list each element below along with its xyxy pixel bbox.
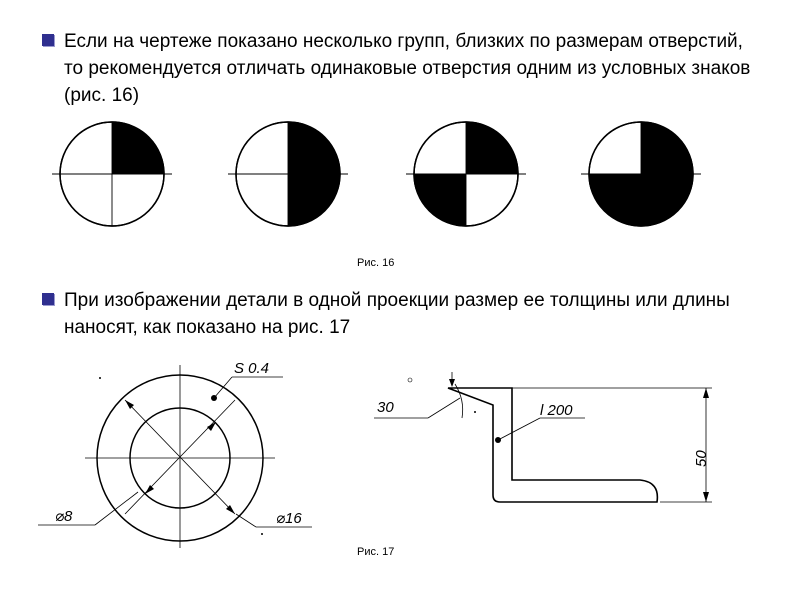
inner-diameter-label: ⌀8: [55, 508, 73, 525]
inner-diameter-leader: [95, 492, 138, 525]
arrow-icon: [207, 422, 216, 431]
outer-diameter-leader: [236, 514, 256, 527]
length-label: l 200: [540, 402, 573, 419]
angle-leader: [428, 398, 460, 418]
arrow-icon: [703, 388, 709, 398]
thickness-leader: [214, 377, 232, 398]
washer-drawing: [38, 365, 312, 548]
angle-profile-drawing: [374, 372, 712, 502]
outer-diameter-label: ⌀16: [276, 510, 302, 527]
angle-arc: [455, 384, 463, 418]
arrow-icon: [449, 379, 455, 387]
angle-label: 30: [377, 399, 394, 416]
arrow-icon: [145, 485, 154, 494]
dot-mark: [99, 377, 101, 379]
length-leader: [498, 418, 540, 440]
thickness-label: S 0.4: [234, 360, 270, 377]
dot-mark: [474, 411, 476, 413]
dot-mark: [408, 378, 412, 382]
bullet-text-2: При изображении детали в одной проекции размер ее толщины или длины наносят, как показано на рис. 17: [64, 290, 730, 338]
figure-17-caption: Рис. 17: [357, 546, 395, 558]
dot-mark: [261, 533, 263, 535]
height-label: 50: [693, 450, 710, 467]
figure-16-caption: Рис. 16: [357, 257, 395, 269]
arrow-icon: [703, 492, 709, 502]
bullet-text-1: Если на чертеже показано несколько групп, близких по размерам отверстий, то рекомендуется отличать одинаковые отверстия одним из условных знаков (рис. 16): [64, 31, 751, 106]
